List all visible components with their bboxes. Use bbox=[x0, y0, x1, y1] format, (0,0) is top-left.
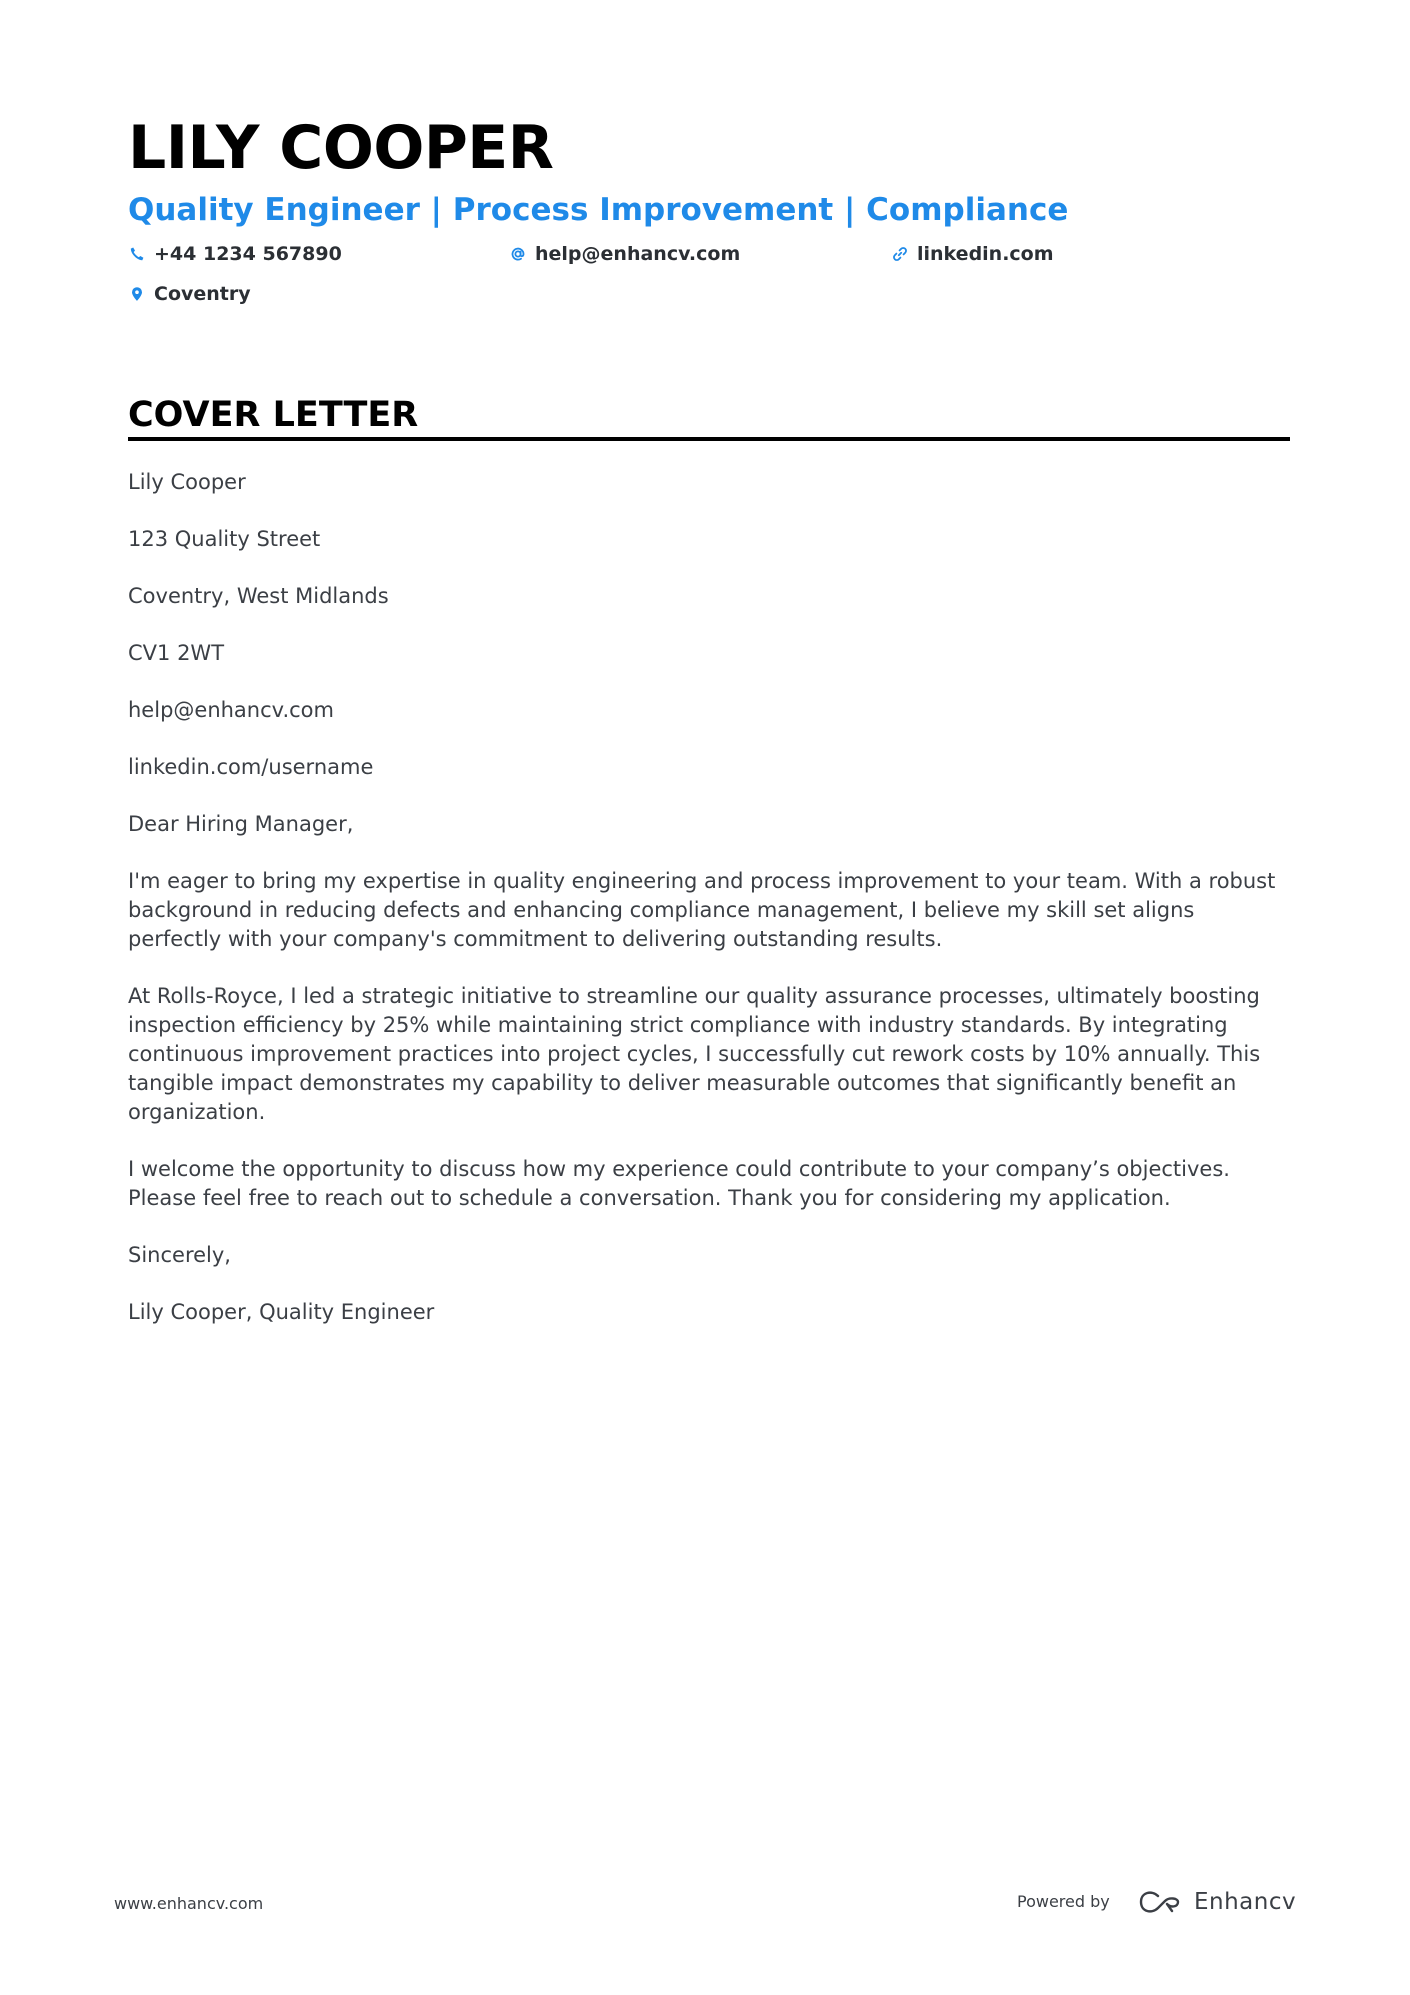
section-title: COVER LETTER bbox=[128, 395, 419, 435]
section-divider bbox=[128, 437, 1290, 441]
contact-location bbox=[128, 279, 251, 309]
candidate-name: LILY COOPER bbox=[128, 113, 554, 183]
sender-name: Lily Cooper bbox=[128, 470, 246, 494]
phone-icon bbox=[128, 245, 146, 263]
greeting: Dear Hiring Manager, bbox=[128, 812, 354, 836]
link-text[interactable]: linkedin.com bbox=[917, 243, 1054, 265]
closing: Sincerely, bbox=[128, 1243, 231, 1267]
letter-paragraph: I'm eager to bring my expertise in quality engineering and process improvement to your team. With a robust background in reducing defects and enhancing compliance management, I believe my skill set aligns perfectly with your company's commitment to delivering outstanding results. bbox=[128, 869, 1276, 951]
contact-phone bbox=[128, 239, 342, 269]
letter-paragraph: I welcome the opportunity to discuss how my experience could contribute to your company’s objectives. Please feel free to reach out to schedule a conversation. Thank you for considering my application. bbox=[128, 1157, 1230, 1210]
letter-paragraph: At Rolls-Royce, I led a strategic initiative to streamline our quality assurance processes, ultimately boosting inspection efficiency by 25% while maintaining strict compliance with industry standards. By integrating continuous improvement practices into project cycles, I successfully cut rework costs by 10% annually. This tangible impact demonstrates my capability to deliver measurable outcomes that significantly benefit an organization. bbox=[128, 984, 1261, 1124]
link-icon bbox=[891, 245, 909, 263]
sender-email: help@enhancv.com bbox=[128, 698, 334, 722]
sender-street: 123 Quality Street bbox=[128, 527, 321, 551]
enhancv-logo-icon bbox=[1138, 1889, 1184, 1915]
brand-logo[interactable] bbox=[1138, 1884, 1296, 1920]
location-pin-icon bbox=[128, 285, 146, 303]
contact-link[interactable] bbox=[891, 239, 1054, 269]
phone-text: +44 1234 567890 bbox=[154, 243, 342, 265]
sender-postcode: CV1 2WT bbox=[128, 641, 225, 665]
footer-url[interactable]: www.enhancv.com bbox=[114, 1894, 264, 1913]
signature: Lily Cooper, Quality Engineer bbox=[128, 1300, 435, 1324]
location-text: Coventry bbox=[154, 283, 251, 305]
sender-city: Coventry, West Midlands bbox=[128, 584, 389, 608]
letter-body bbox=[128, 468, 1293, 1355]
at-sign-icon bbox=[509, 245, 527, 263]
powered-by-label: Powered by bbox=[1017, 1892, 1110, 1911]
email-text[interactable]: help@enhancv.com bbox=[535, 243, 741, 265]
contact-email[interactable] bbox=[509, 239, 740, 269]
sender-linkedin: linkedin.com/username bbox=[128, 755, 374, 779]
brand-name: Enhancv bbox=[1194, 1889, 1297, 1915]
candidate-headline: Quality Engineer | Process Improvement | Compliance bbox=[128, 192, 1069, 228]
